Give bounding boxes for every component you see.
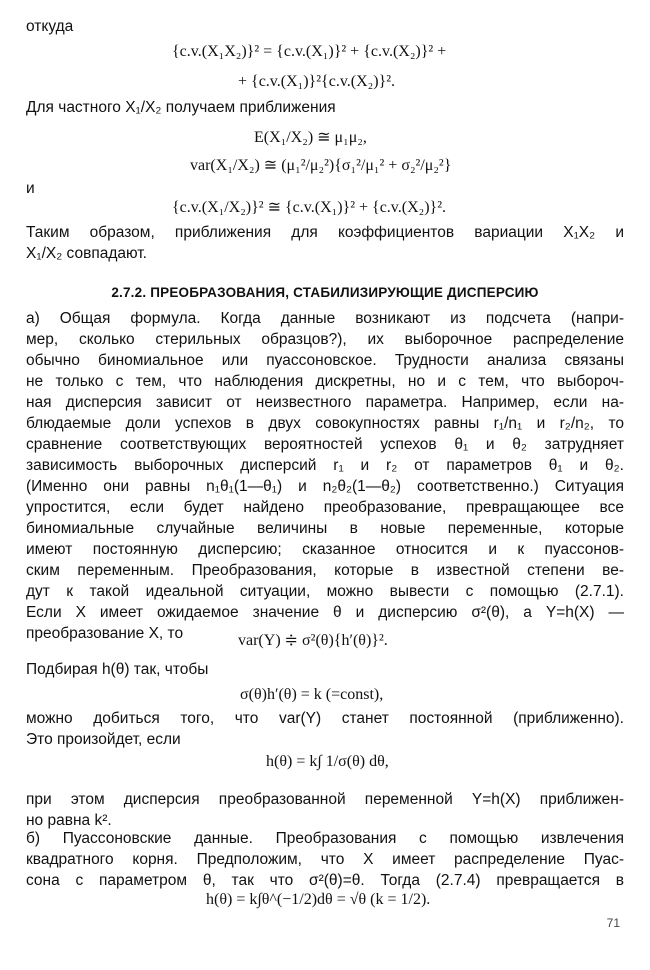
paragraph-line: зависимость выборочных дисперсий r₁ и r₂ от параметров θ₁ и θ₂.	[26, 457, 624, 474]
paragraph-line: Если X имеет ожидаемое значение θ и дисперсию σ²(θ), а Y=h(X) —	[26, 604, 624, 621]
paragraph-line: блюдаемые доли успехов в двух совокупностях равны r₁/n₁ и r₂/n₂, то	[26, 415, 624, 432]
formula-cv-product-2: + {c.v.(X₁)}²{c.v.(X₂)}².	[238, 73, 396, 90]
paragraph-line: Подбирая h(θ) так, чтобы	[26, 661, 209, 678]
paragraph-line: сравнение соответствующих вероятностей успехов θ₁ и θ₂ затрудняет	[26, 436, 624, 453]
paragraph-line: ная дисперсия зависит от неизвестного параметра. Например, если на-	[26, 394, 624, 411]
paragraph-line: биномиальные случайные величины в новые переменные, которые	[26, 520, 624, 537]
formula-variance-ratio: var(X₁/X₂) ≅ (μ₁²/μ₂²){σ₁²/μ₁² + σ₂²/μ₂²}	[190, 157, 452, 174]
paragraph-line: Это произойдет, если	[26, 731, 181, 748]
paragraph-line: мер, сколько стерильных образцов?), их выборочное распределение	[26, 331, 624, 348]
paragraph-line: X₁/X₂ совпадают.	[26, 245, 147, 262]
line-dlya-chastnogo: Для частного X₁/X₂ получаем приближения	[26, 99, 336, 116]
paragraph-line: (Именно они равны n₁θ₁(1—θ₁) и n₂θ₂(1—θ₂) соответственно.) Ситуация	[26, 478, 624, 495]
formula-h-integral: h(θ) = k∫ 1/σ(θ) dθ,	[266, 753, 389, 770]
paragraph-line: ским переменным. Преобразования, которые в известной степени ве-	[26, 562, 624, 579]
paragraph-line: сона с параметром θ, так что σ²(θ)=θ. Тогда (2.7.4) превращается в	[26, 872, 624, 889]
paragraph-line: б) Пуассоновские данные. Преобразования с помощью извлечения	[26, 830, 624, 847]
paragraph-line: можно добиться того, что var(Y) станет постоянной (приближенно).	[26, 710, 624, 727]
line-otkuda: откуда	[26, 18, 74, 35]
formula-sqrt-transform: h(θ) = k∫θ^(−1/2)dθ = √θ (k = 1/2).	[206, 891, 431, 908]
line-i: и	[26, 180, 35, 197]
paragraph-line: дут к такой идеальной ситуации, можно вывести с помощью (2.7.1).	[26, 583, 624, 600]
paragraph-line: не только с тем, что наблюдения дискретны, но и с тем, что выбороч-	[26, 373, 624, 390]
paragraph-line: а) Общая формула. Когда данные возникают из подсчета (напри-	[26, 310, 624, 327]
formula-cv-product-1: {c.v.(X₁X₂)}² = {c.v.(X₁)}² + {c.v.(X₂)}² +	[172, 43, 447, 60]
formula-sigma-h-prime: σ(θ)h′(θ) = k (=const),	[240, 686, 384, 703]
section-heading: 2.7.2. ПРЕОБРАЗОВАНИЯ, СТАБИЛИЗИРУЮЩИЕ ДИСПЕРСИЮ	[111, 285, 539, 300]
paragraph-line: квадратного корня. Предположим, что X имеет распределение Пуас-	[26, 851, 624, 868]
paragraph-line: при этом дисперсия преобразованной переменной Y=h(X) приближен-	[26, 791, 624, 808]
paragraph-line: но равна k².	[26, 812, 112, 829]
formula-var-y: var(Y) ≑ σ²(θ){h′(θ)}².	[238, 632, 388, 649]
formula-expectation-ratio: E(X₁/X₂) ≅ μ₁μ₂,	[254, 129, 367, 146]
paragraph-line: имеют постоянную дисперсию; сказанное относится и к пуассонов-	[26, 541, 624, 558]
formula-cv-ratio: {c.v.(X₁/X₂)}² ≅ {c.v.(X₁)}² + {c.v.(X₂)}².	[172, 199, 447, 216]
paragraph-line: обычно биномиальное или пуассоновское. Трудности анализа связаны	[26, 352, 624, 369]
paragraph-line: преобразование X, то	[26, 625, 184, 642]
paragraph-line: упростится, если будет найдено преобразование, превращающее все	[26, 499, 624, 516]
paragraph-line: Таким образом, приближения для коэффициентов вариации X₁X₂ и	[26, 224, 624, 241]
page-number: 71	[606, 916, 620, 930]
